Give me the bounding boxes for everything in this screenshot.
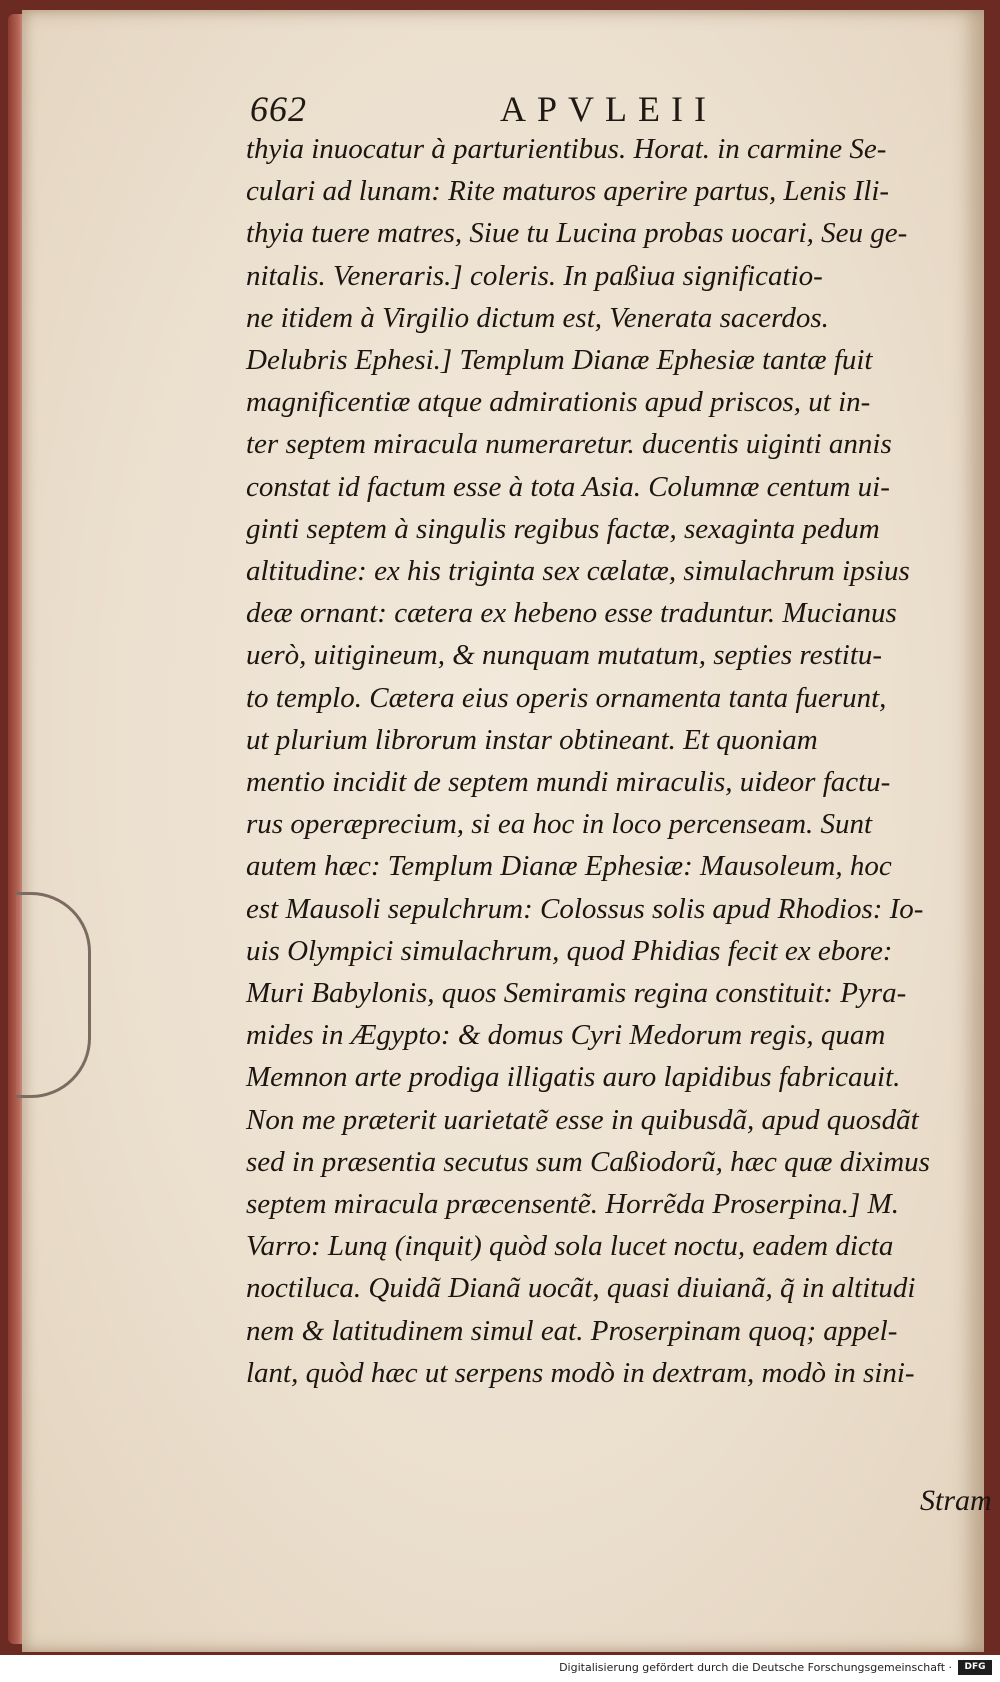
text-line: culari ad lunam: Rite maturos aperire partus, Lenis Ili- <box>246 175 890 208</box>
dfg-logo: DFG <box>958 1660 992 1675</box>
text-line: nitalis. Veneraris.] coleris. In paßiua significatio- <box>246 259 823 292</box>
text-line: ginti septem à singulis regibus factæ, sexaginta pedum <box>246 512 880 545</box>
catchword: Stram <box>920 1484 992 1517</box>
text-line: Muri Babylonis, quos Semiramis regina constituit: Pyra- <box>246 977 907 1010</box>
text-line: uerò, uitigineum, & nunquam mutatum, septies restitu- <box>246 639 883 672</box>
text-line: septem miracula præcensentẽ. Horrẽda Proserpina.] M. <box>246 1188 899 1221</box>
text-line: magnificentiæ atque admirationis apud priscos, ut in- <box>246 386 871 419</box>
text-line: lant, quòd hæc ut serpens modò in dextram, modò in sini- <box>246 1356 915 1389</box>
running-title: APVLEII <box>500 89 717 129</box>
text-line: sed in præsentia secutus sum Caßiodorũ, hæc quæ diximus <box>246 1145 930 1178</box>
text-line: uis Olympici simulachrum, quod Phidias fecit ex ebore: <box>246 934 893 967</box>
text-line: constat id factum esse à tota Asia. Columnæ centum ui- <box>246 470 890 503</box>
footer-bar <box>0 1655 1000 1682</box>
text-line: nem & latitudinem simul eat. Proserpinam quoq; appel- <box>246 1314 898 1347</box>
text-line: altitudine: ex his triginta sex cælatæ, simulachrum ipsius <box>246 555 910 588</box>
text-line: ter septem miracula numeraretur. ducentis uiginti annis <box>246 428 892 461</box>
text-line: autem hæc: Templum Dianæ Ephesiæ: Mausoleum, hoc <box>246 850 892 883</box>
text-line: noctiluca. Quidã Dianã uocãt, quasi diuianã, q̃ in altitudi <box>246 1272 916 1305</box>
text-line: ne itidem à Virgilio dictum est, Venerata sacerdos. <box>246 301 829 334</box>
text-line: thyia inuocatur à parturientibus. Horat. in carmine Se- <box>246 133 887 165</box>
funding-credit: Digitalisierung gefördert durch die Deutsche Forschungsgemeinschaft · <box>559 1661 952 1674</box>
text-line: deæ ornant: cætera ex hebeno esse traduntur. Mucianus <box>246 597 897 630</box>
page-header <box>250 88 790 132</box>
page-number: 662 <box>250 89 307 129</box>
text-line: mentio incidit de septem mundi miraculis, uideor factu- <box>246 766 891 799</box>
text-line: Memnon arte prodiga illigatis auro lapidibus fabricauit. <box>246 1061 901 1094</box>
text-line: thyia tuere matres, Siue tu Lucina probas uocari, Seu ge- <box>246 217 908 250</box>
text-line: Varro: Luną (inquit) quòd sola lucet noctu, eadem dicta <box>246 1230 894 1263</box>
text-line: Delubris Ephesi.] Templum Dianæ Ephesiæ tantæ fuit <box>246 344 873 377</box>
text-line: mides in Ægypto: & domus Cyri Medorum regis, quam <box>246 1019 886 1052</box>
text-line: Non me præterit uarietatẽ esse in quibusdã, apud quosdãt <box>246 1103 919 1136</box>
text-line: rus operæprecium, si ea hoc in loco percenseam. Sunt <box>246 808 873 841</box>
text-line: est Mausoli sepulchrum: Colossus solis apud Rhodios: Io- <box>246 892 924 925</box>
text-line: to templo. Cætera eius operis ornamenta tanta fuerunt, <box>246 681 887 714</box>
text-block <box>246 128 986 1394</box>
page-clip <box>16 892 91 1098</box>
text-line: ut plurium librorum instar obtineant. Et quoniam <box>246 723 818 756</box>
